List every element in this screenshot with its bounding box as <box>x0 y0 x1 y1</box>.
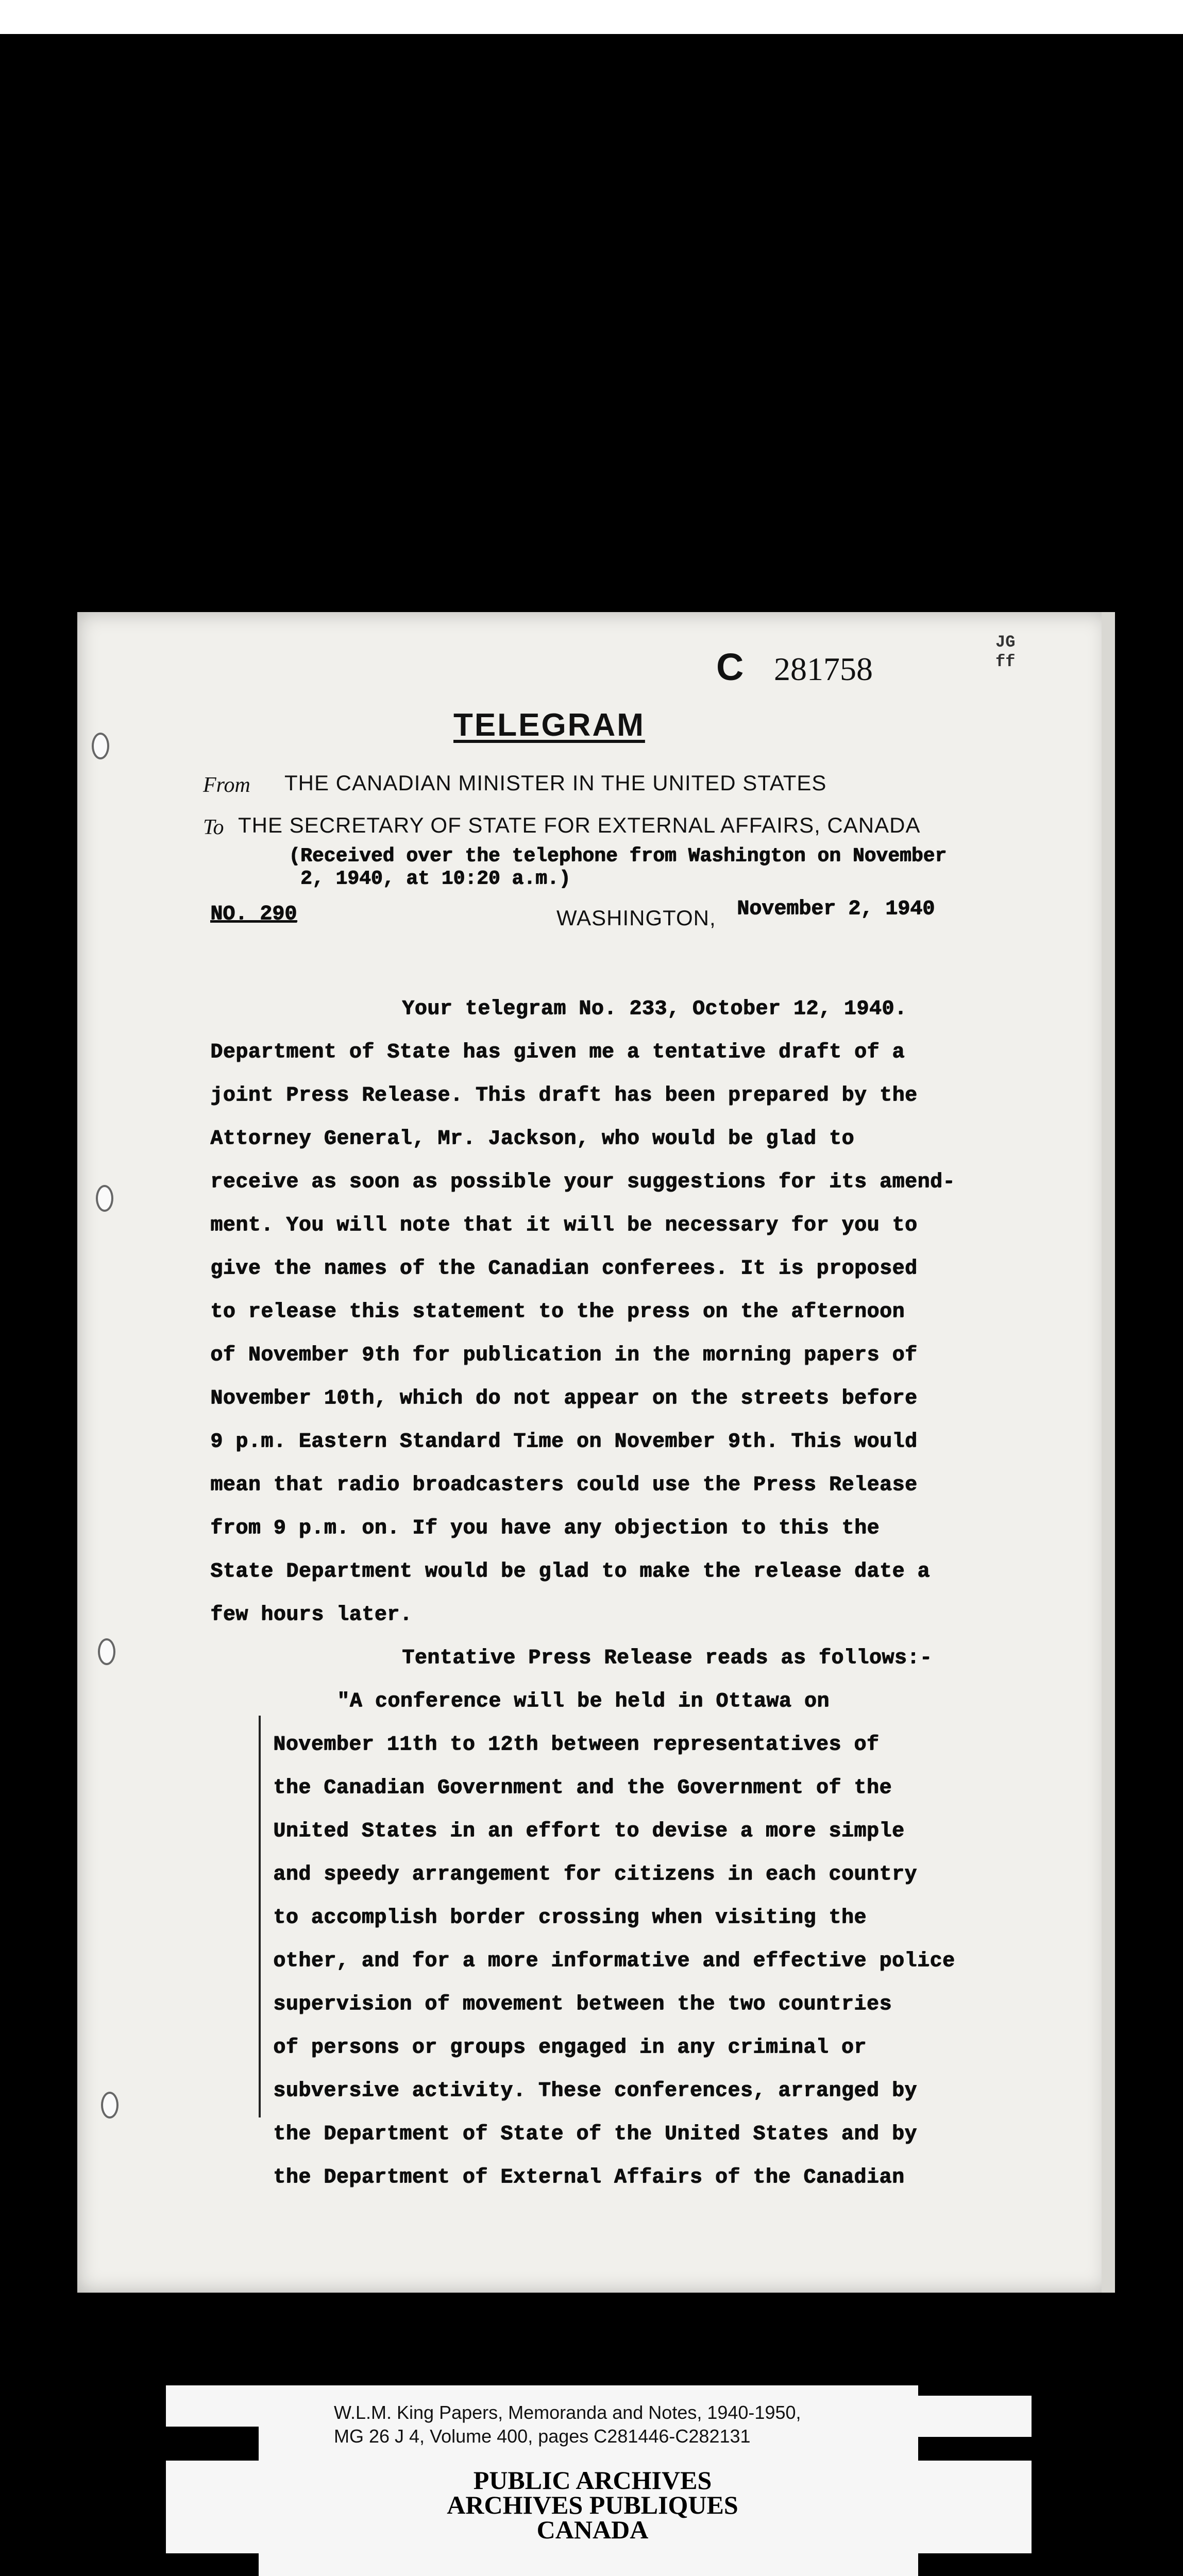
received-note: (Received over the telephone from Washington on November 2, 1940, at 10:20 a.m.) <box>289 845 947 890</box>
body-line: ment. You will note that it will be necessary for you to <box>210 1214 918 1237</box>
corner-initials: JG ff <box>995 633 1016 671</box>
body-line: Department of State has given me a tentative draft of a <box>210 1041 905 1064</box>
body-line: from 9 p.m. on. If you have any objection to this the <box>210 1517 880 1540</box>
release-line: subversive activity. These conferences, arranged by <box>273 2079 917 2103</box>
citation-line: W.L.M. King Papers, Memoranda and Notes, 1940-1950, <box>334 2402 801 2423</box>
archive-name-line: CANADA <box>536 2515 649 2544</box>
citation-line: MG 26 J 4, Volume 400, pages C281446-C282131 <box>334 2426 751 2447</box>
page-title: TELEGRAM <box>453 707 645 743</box>
body-line: few hours later. <box>210 1603 413 1626</box>
release-line: to accomplish border crossing when visiting the <box>273 1906 867 1929</box>
archive-citation <box>334 2401 801 2448</box>
release-line: other, and for a more informative and effective police <box>273 1950 955 1973</box>
archive-name-line: ARCHIVES PUBLIQUES <box>447 2490 738 2519</box>
release-line: November 11th to 12th between representatives of <box>273 1733 880 1756</box>
message-number: NO. 290 <box>210 903 297 926</box>
body-line: State Department would be glad to make the release date a <box>210 1560 930 1583</box>
place-name: WASHINGTON, <box>556 906 716 930</box>
body-line: November 10th, which do not appear on the streets before <box>210 1387 918 1410</box>
release-line: the Department of External Affairs of the Canadian <box>273 2166 905 2189</box>
release-line: "A conference will be held in Ottawa on <box>337 1690 830 1713</box>
from-value: THE CANADIAN MINISTER IN THE UNITED STATES <box>284 771 827 795</box>
release-heading: Tentative Press Release reads as follows:- <box>402 1647 933 1670</box>
punch-hole <box>92 733 109 759</box>
body-line: give the names of the Canadian conferees. It is proposed <box>210 1257 918 1280</box>
archive-label-tab <box>918 2461 1032 2553</box>
release-line: the Department of State of the United States and by <box>273 2123 917 2146</box>
release-line: United States in an effort to devise a more simple <box>273 1820 905 1843</box>
body-line: to release this statement to the press on the afternoon <box>210 1300 905 1324</box>
body-line: 9 p.m. Eastern Standard Time on November 9th. This would <box>210 1430 918 1453</box>
to-label: To <box>203 816 224 839</box>
archive-name <box>438 2468 747 2542</box>
punch-hole <box>96 1185 113 1212</box>
reference-number: 281758 <box>774 651 873 687</box>
body-line: joint Press Release. This draft has been prepared by the <box>210 1084 918 1107</box>
scan-top-border <box>0 0 1183 34</box>
archive-label-tab <box>166 2461 259 2553</box>
margin-bracket <box>259 1716 261 2117</box>
from-label: From <box>203 773 250 797</box>
release-line: of persons or groups engaged in any criminal or <box>273 2036 867 2059</box>
body-line: mean that radio broadcasters could use the Press Release <box>210 1473 918 1497</box>
archive-name-line: PUBLIC ARCHIVES <box>473 2466 712 2495</box>
body-line: receive as soon as possible your suggestions for its amend- <box>210 1171 955 1194</box>
release-line: the Canadian Government and the Government of the <box>273 1776 892 1800</box>
page-edge <box>1102 612 1115 2293</box>
release-line: supervision of movement between the two countries <box>273 1993 892 2016</box>
punch-hole <box>98 1638 115 1665</box>
archive-label-tab <box>918 2396 1032 2437</box>
body-line: of November 9th for publication in the morning papers of <box>210 1344 918 1367</box>
reference-prefix: C <box>716 646 744 688</box>
archive-label-tab <box>166 2385 259 2427</box>
body-line: Attorney General, Mr. Jackson, who would be glad to <box>210 1127 854 1150</box>
punch-hole <box>101 2092 119 2119</box>
body-line: Your telegram No. 233, October 12, 1940. <box>402 997 907 1021</box>
to-value: THE SECRETARY OF STATE FOR EXTERNAL AFFAIRS, CANADA <box>238 813 921 837</box>
message-date: November 2, 1940 <box>737 897 935 921</box>
release-line: and speedy arrangement for citizens in each country <box>273 1863 917 1886</box>
